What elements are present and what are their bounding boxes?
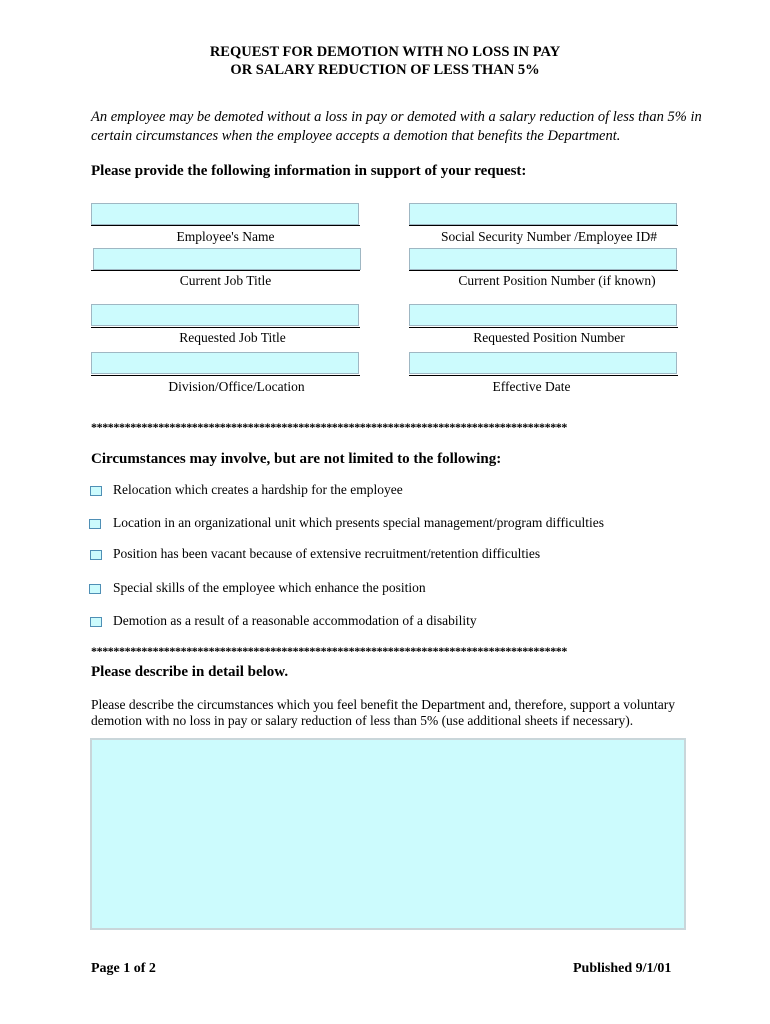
option-special-skills-label: Special skills of the employee which enhance the position xyxy=(113,580,426,595)
option-vacant-position-label: Position has been vacant because of extensive recruitment/retention difficulties xyxy=(113,546,541,561)
form-title-line1: REQUEST FOR DEMOTION WITH NO LOSS IN PAY xyxy=(209,44,561,60)
details-heading: Please describe in detail below. xyxy=(91,664,289,680)
details-instructions: Please describe the circumstances which you feel benefit the Department and, therefore, support a voluntary demotion with no loss in pay or salary reduction of less than 5% (use additional sheets if necessary). xyxy=(91,697,676,728)
intro-text: An employee may be demoted without a loss in pay or demoted with a salary reduction of less than 5% in certain circumstances when the employee accepts a demotion that benefits the Department. xyxy=(91,109,702,144)
employee-name-field[interactable] xyxy=(91,203,359,225)
requested-job-title-label: Requested Job Title xyxy=(179,330,286,345)
info-heading: Please provide the following information in support of your request: xyxy=(91,163,527,179)
current-job-title-field[interactable] xyxy=(93,248,361,270)
field-underline xyxy=(409,270,678,271)
checkbox-special-skills[interactable] xyxy=(89,584,101,594)
ssn-employee-id-label: Social Security Number /Employee ID# xyxy=(441,229,657,244)
field-underline xyxy=(91,225,360,226)
separator-line: ************************************************************************************* xyxy=(91,644,568,658)
division-office-location-label: Division/Office/Location xyxy=(168,379,305,394)
checkbox-organizational-unit[interactable] xyxy=(89,519,101,529)
field-underline xyxy=(91,375,360,376)
form-title-line2: OR SALARY REDUCTION OF LESS THAN 5% xyxy=(230,62,540,78)
option-accommodation-label: Demotion as a result of a reasonable accommodation of a disability xyxy=(113,613,477,628)
details-textarea[interactable] xyxy=(90,738,686,930)
circumstances-heading: Circumstances may involve, but are not limited to the following: xyxy=(91,451,502,467)
effective-date-field[interactable] xyxy=(409,352,677,374)
division-office-location-field[interactable] xyxy=(91,352,359,374)
current-job-title-label: Current Job Title xyxy=(179,273,272,288)
separator-line: ************************************************************************************* xyxy=(91,420,568,434)
checkbox-accommodation[interactable] xyxy=(90,617,102,627)
effective-date-label: Effective Date xyxy=(492,379,571,394)
field-underline xyxy=(409,225,678,226)
option-relocation-label: Relocation which creates a hardship for the employee xyxy=(113,482,403,497)
option-organizational-unit-label: Location in an organizational unit which presents special management/program difficulties xyxy=(113,515,604,530)
current-position-number-label: Current Position Number (if known) xyxy=(458,273,656,288)
field-underline xyxy=(409,327,678,328)
field-underline xyxy=(91,327,360,328)
employee-name-label: Employee's Name xyxy=(176,229,275,244)
requested-position-number-field[interactable] xyxy=(409,304,677,326)
requested-position-number-label: Requested Position Number xyxy=(473,330,625,345)
page-number: Page 1 of 2 xyxy=(91,961,156,976)
checkbox-vacant-position[interactable] xyxy=(90,550,102,560)
ssn-employee-id-field[interactable] xyxy=(409,203,677,225)
requested-job-title-field[interactable] xyxy=(91,304,359,326)
published-date: Published 9/1/01 xyxy=(573,961,672,976)
checkbox-relocation[interactable] xyxy=(90,486,102,496)
current-position-number-field[interactable] xyxy=(409,248,677,270)
field-underline xyxy=(91,270,360,271)
field-underline xyxy=(409,375,678,376)
